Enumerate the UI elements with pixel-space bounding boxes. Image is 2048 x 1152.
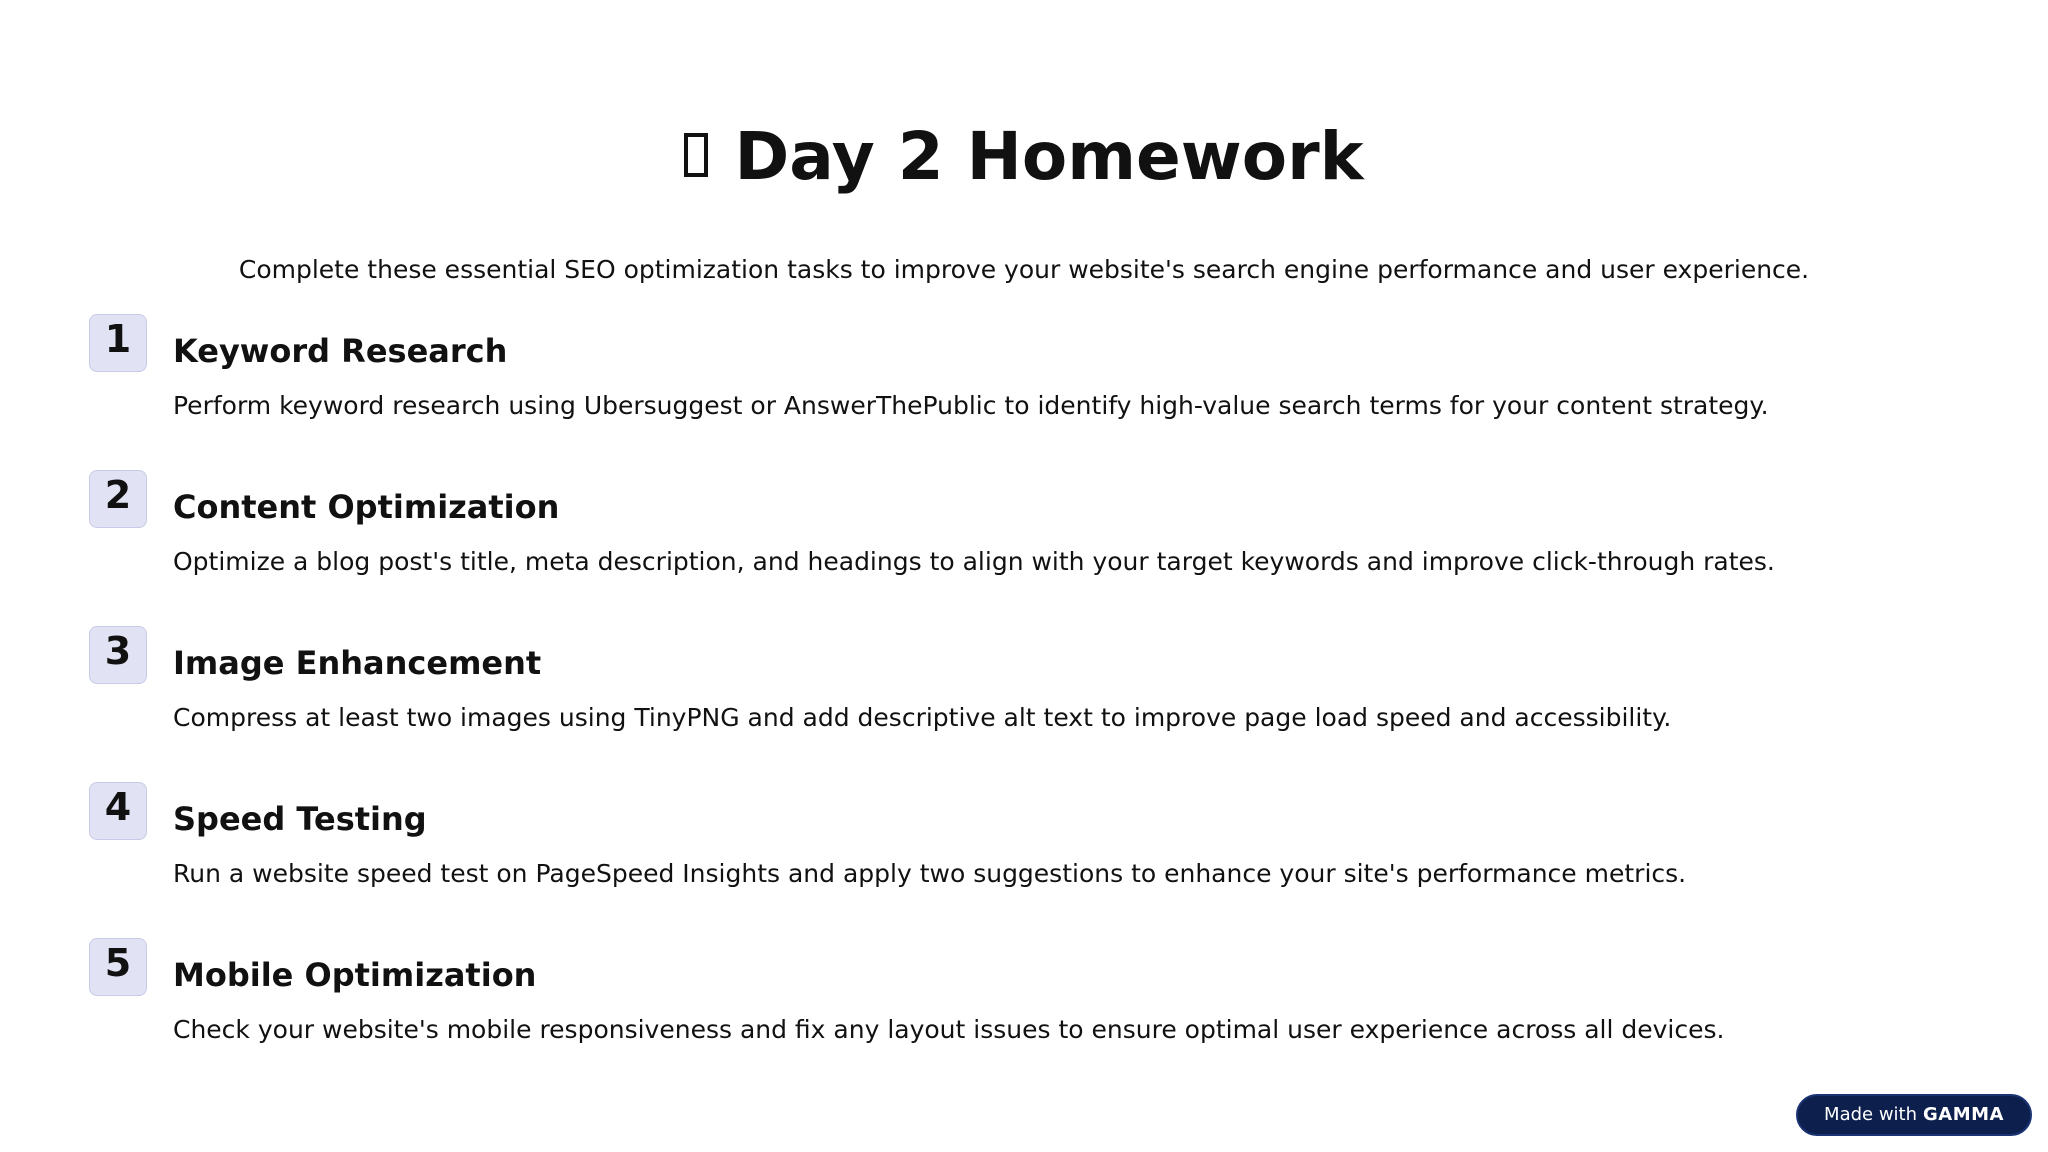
task-number-badge: 4 <box>89 782 147 840</box>
task-list <box>89 314 1969 1094</box>
task-number-badge: 5 <box>89 938 147 996</box>
task-title: Keyword Research <box>173 332 508 370</box>
task-description: Optimize a blog post's title, meta description, and headings to align with your target keywords and improve click-through rates. <box>173 547 1775 576</box>
intro-text: Complete these essential SEO optimization tasks to improve your website's search engine performance and user experience. <box>238 255 1810 284</box>
task-description: Compress at least two images using TinyPNG and add descriptive alt text to improve page load speed and accessibility. <box>173 703 1672 732</box>
gamma-logo-text: GAMMA <box>1923 1104 2004 1125</box>
task-description: Check your website's mobile responsiveness and fix any layout issues to ensure optimal user experience across all devices. <box>173 1015 1725 1044</box>
task-item-3 <box>89 626 1969 782</box>
task-item-2 <box>89 470 1969 626</box>
made-with-gamma-button[interactable] <box>1796 1094 2032 1136</box>
task-number-badge: 1 <box>89 314 147 372</box>
task-title: Image Enhancement <box>173 644 542 682</box>
task-title: Speed Testing <box>173 800 427 838</box>
task-title: Content Optimization <box>173 488 560 526</box>
made-with-label: Made with <box>1824 1104 1918 1125</box>
task-title: Mobile Optimization <box>173 956 537 994</box>
placeholder-glyph-icon <box>684 133 708 177</box>
task-description: Run a website speed test on PageSpeed Insights and apply two suggestions to enhance your site's performance metrics. <box>173 859 1687 888</box>
task-item-1 <box>89 314 1969 470</box>
page-title <box>0 112 2048 202</box>
page-title-text: Day 2 Homework <box>734 118 1364 195</box>
task-item-5 <box>89 938 1969 1094</box>
task-number-badge: 3 <box>89 626 147 684</box>
task-number-badge: 2 <box>89 470 147 528</box>
task-item-4 <box>89 782 1969 938</box>
task-description: Perform keyword research using Ubersuggest or AnswerThePublic to identify high-value search terms for your content strategy. <box>173 391 1769 420</box>
